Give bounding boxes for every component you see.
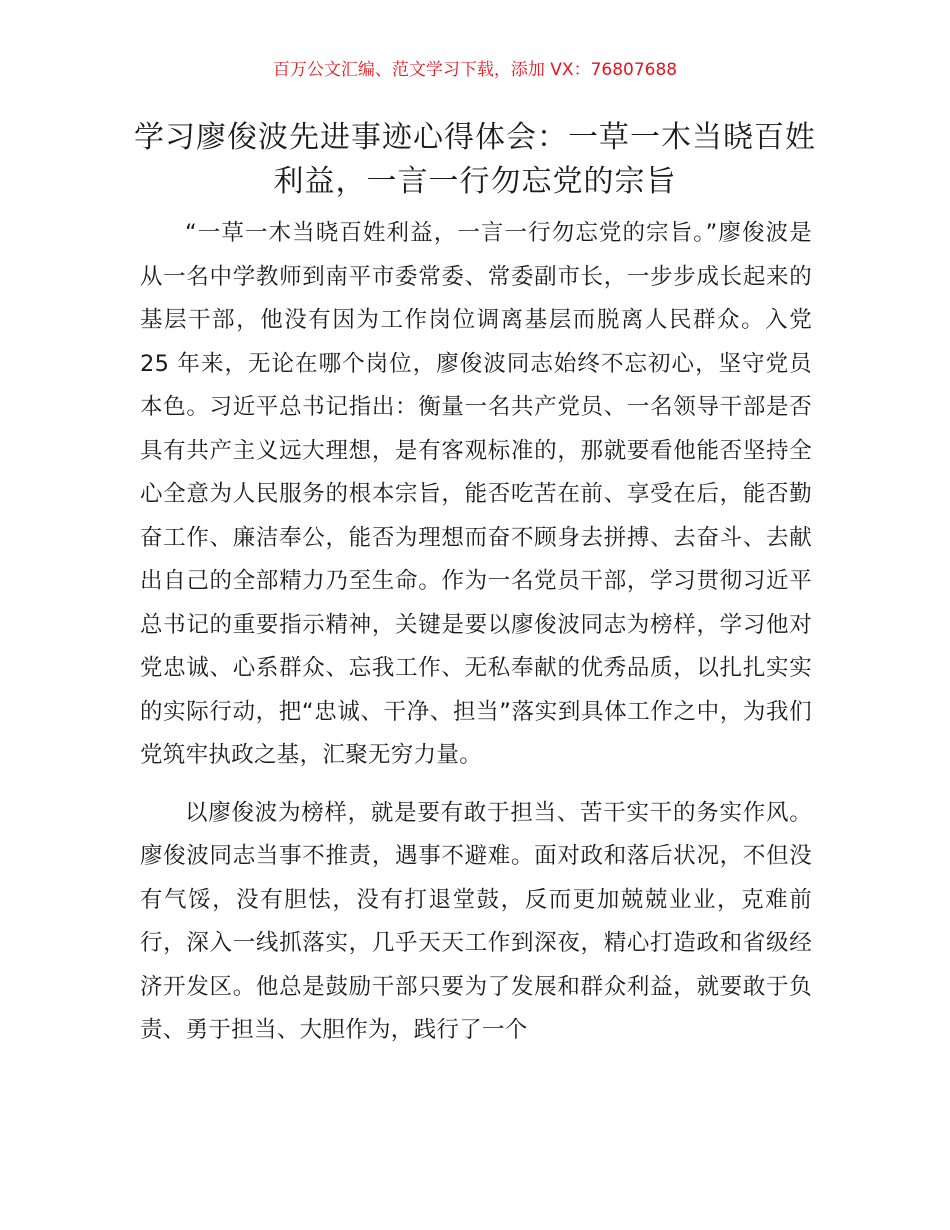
- header-promo-note: 百万公文汇编、范文学习下载，添加 VX：76807688: [272, 60, 678, 80]
- document-body: [140, 212, 812, 1067]
- paragraph: 以廖俊波为榜样，就是要有敢于担当、苦干实干的务实作风。廖俊波同志当事不推责，遇事不避难。面对政和落后状况，不但没有气馁，没有胆怯，没有打退堂鼓，反而更加兢兢业业，克难前行，深入一线抓落实，几乎天天工作到深夜，精心打造政和省级经济开发区。他总是鼓励干部只要为了发展和群众利益，就要敢于负责、勇于担当、大胆作为，践行了一个: [140, 799, 812, 1043]
- document-title: 学习廖俊波先进事迹心得体会：一草一木当晓百姓利益，一言一行勿忘党的宗旨: [134, 120, 816, 199]
- paragraph: “一草一木当晓百姓利益，一言一行勿忘党的宗旨。”廖俊波是从一名中学教师到南平市委常委、常委副市长，一步步成长起来的基层干部，他没有因为工作岗位调离基层而脱离人民群众。入党 25 年来，无论在哪个岗位，廖俊波同志始终不忘初心，坚守党员本色。习近平总书记指出：衡量一名共产党员、一名领导干部是否具有共产主义远大理想，是有客观标准的，那就要看他能否坚持全心全意为人民服务的根本宗旨，能否吃苦在前、享受在后，能否勤奋工作、廉洁奉公，能否为理想而奋不顾身去拼搏、去奋斗、去献出自己的全部精力乃至生命。作为一名党员干部，学习贯彻习近平总书记的重要指示精神，关键是要以廖俊波同志为榜样，学习他对党忠诚、心系群众、忘我工作、无私奉献的优秀品质，以扎扎实实的实际行动，把“忠诚、干净、担当”落实到具体工作之中，为我们党筑牢执政之基，汇聚无穷力量。: [140, 220, 812, 768]
